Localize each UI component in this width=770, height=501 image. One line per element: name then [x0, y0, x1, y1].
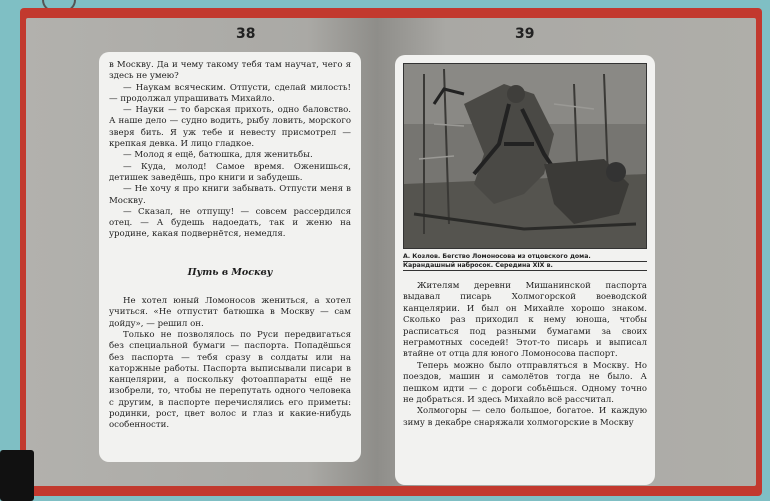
- right-text-panel: [395, 55, 655, 485]
- paragraph: — Сказал, не отпущу! — совсем рассердился отец. — А будешь надоедать, так и женю на уродине, какая подвернётся, немедля.: [109, 206, 351, 240]
- paragraph: Только не позволялось по Руси передвигаться без специальной бумаги — паспорта. Попадёшься без паспорта — тебя сразу в солдаты или на каторжные работы. Паспорта выписывали писари в канцелярии, а поскольку фотоаппараты ещё не изобрели, то, чтобы не перепутать одного человека с другим, в паспорте перечислялись его приметы: родинки, рост, цвет волос и глаз и какие-нибудь особенности.: [109, 329, 351, 431]
- binder-clip: [0, 450, 34, 501]
- paragraph: — Науки — то барская прихоть, одно баловство. А наше дело — судно водить, рыбу ловить, морского зверя бить. Я уж тебе и невесту присмотрел — крепкая девка. И лицо гладкое.: [109, 105, 351, 150]
- right-text-body: [403, 281, 647, 429]
- caption-line: А. Козлов. Бегство Ломоносова из отцовского дома.: [403, 253, 647, 262]
- page-number-left: 38: [236, 26, 256, 42]
- page-number-right: 39: [515, 26, 535, 42]
- left-text-panel: [99, 52, 361, 462]
- open-book: [20, 8, 762, 496]
- paragraph: в Москву. Да и чему такому тебя там научат, чего я здесь не умею?: [109, 60, 351, 82]
- left-page: [26, 18, 378, 486]
- paragraph: — Молод я ещё, батюшка, для женитьбы.: [123, 150, 313, 161]
- paragraph: — Куда, молод! Самое время. Оженишься, детишек заведёшь, про книги и забудешь.: [109, 161, 351, 183]
- paragraph: Теперь можно было отправляться в Москву. Но поездов, машин и самолётов тогда не было. А пешком идти — с дороги собьёшься. Одному точно не добраться. И здесь Михайло всё рассчитал.: [403, 360, 647, 406]
- sketch-illustration-icon: [403, 63, 647, 249]
- illustration-caption: [403, 253, 647, 271]
- right-page: [378, 18, 756, 486]
- paragraph: Холмогоры — село большое, богатое. И каждую зиму в декабре снаряжали холмогорские в Москву: [403, 406, 647, 428]
- caption-line: Карандашный набросок. Середина XIX в.: [403, 262, 647, 271]
- paragraph: Не хотел юный Ломоносов жениться, а хотел учиться. «Не отпустит батюшка в Москву — сам дойду», — решил он.: [109, 296, 351, 329]
- paragraph: — Не хочу я про книги забывать. Отпусти меня в Москву.: [109, 184, 351, 206]
- paragraph: Жителям деревни Мишанинской паспорта выдавал писарь Холмогорской воеводской канцелярии. И был он Михайле хорошо знаком. Сколько раз приходил к нему юноша, чтобы расписаться под разными бумагами за своих неграмотных соседей! Этот-то писарь и выписал втайне от отца для юного Ломоносова паспорт.: [403, 281, 647, 360]
- paragraph: — Наукам всяческим. Отпусти, сделай милость! — продолжал упрашивать Михайло.: [109, 82, 351, 104]
- section-title: Путь в Москву: [187, 266, 273, 278]
